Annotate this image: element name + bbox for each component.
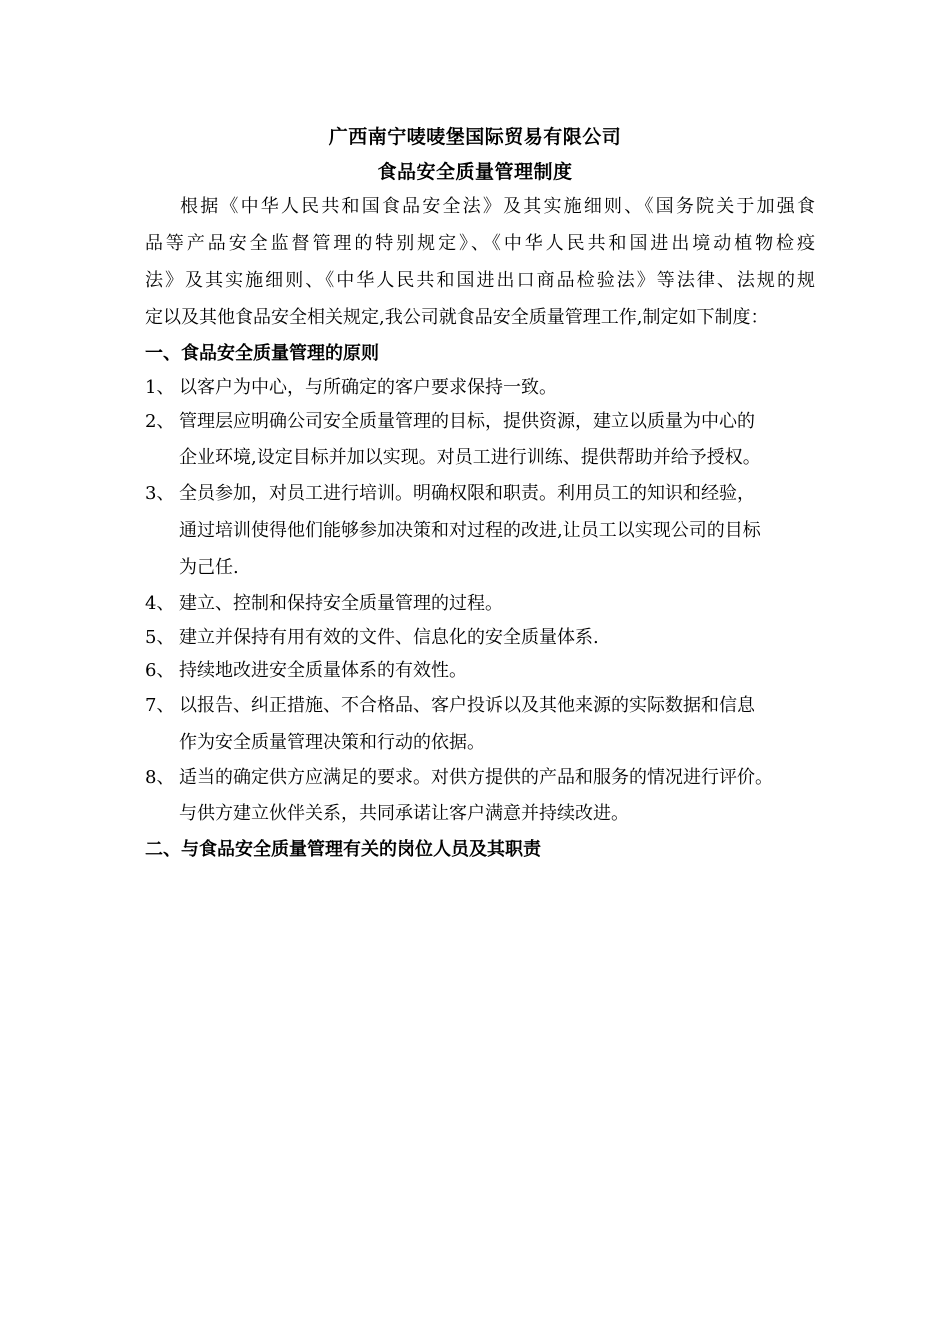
item-text: 适当的确定供方应满足的要求。对供方提供的产品和服务的情况进行评价。 <box>179 767 773 788</box>
item-text-continued: 企业环境,设定目标并加以实现。对员工进行训练、提供帮助并给予授权。 <box>179 447 761 468</box>
item-number: 7、 <box>145 695 175 716</box>
intro-line-4: 定以及其他食品安全相关规定,我公司就食品安全质量管理工作,制定如下制度： <box>145 307 769 328</box>
item-text-continued: 与供方建立伙伴关系，共同承诺让客户满意并持续改进。 <box>179 803 629 824</box>
intro-line-2: 品等产品安全监督管理的特别规定》、《中华人民共和国进出境动植物检疫 <box>145 233 815 254</box>
item-number: 2、 <box>145 411 175 432</box>
item-number: 4、 <box>145 593 175 614</box>
item-number: 3、 <box>145 483 175 504</box>
item-text: 持续地改进安全质量体系的有效性。 <box>179 660 467 681</box>
item-text: 管理层应明确公司安全质量管理的目标，提供资源，建立以质量为中心的 <box>179 411 755 432</box>
item-text: 建立并保持有用有效的文件、信息化的安全质量体系. <box>179 627 599 648</box>
item-number: 6、 <box>145 660 175 681</box>
item-number: 5、 <box>145 627 175 648</box>
section-heading-principles: 一、食品安全质量管理的原则 <box>145 343 379 364</box>
item-text: 以客户为中心，与所确定的客户要求保持一致。 <box>179 377 557 398</box>
item-text-continued: 作为安全质量管理决策和行动的依据。 <box>179 732 485 753</box>
item-text: 全员参加，对员工进行培训。明确权限和职责。利用员工的知识和经验， <box>179 483 755 504</box>
company-title: 广西南宁唛唛堡国际贸易有限公司 <box>328 126 622 148</box>
section-heading-positions: 二、与食品安全质量管理有关的岗位人员及其职责 <box>145 839 541 860</box>
item-text-continued: 通过培训使得他们能够参加决策和对过程的改进,让员工以实现公司的目标 <box>179 520 761 541</box>
item-text: 以报告、纠正措施、不合格品、客户投诉以及其他来源的实际数据和信息 <box>179 695 755 716</box>
intro-line-1: 根据《中华人民共和国食品安全法》及其实施细则、《国务院关于加强食 <box>180 196 815 217</box>
document-title: 食品安全质量管理制度 <box>377 161 573 183</box>
intro-line-3: 法》及其实施细则、《中华人民共和国进出口商品检验法》等法律、法规的规 <box>145 270 815 291</box>
item-number: 8、 <box>145 767 175 788</box>
item-text-continued: 为己任. <box>179 557 239 578</box>
item-text: 建立、控制和保持安全质量管理的过程。 <box>179 593 503 614</box>
item-number: 1、 <box>145 377 175 398</box>
